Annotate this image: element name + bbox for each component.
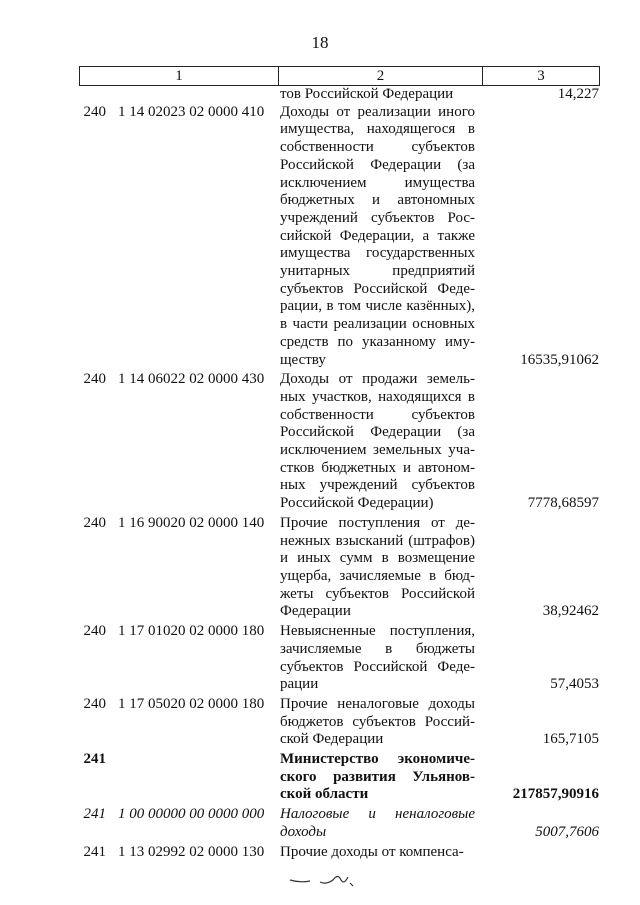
row-kbk: 1 14 06022 02 0000 430 bbox=[118, 371, 265, 388]
table-row bbox=[0, 623, 640, 694]
row-name bbox=[280, 623, 475, 694]
table-row bbox=[0, 515, 640, 621]
row-name bbox=[280, 515, 475, 621]
row-kbk: 1 17 05020 02 0000 180 bbox=[118, 695, 265, 712]
row-name bbox=[280, 751, 475, 804]
page-number: 18 bbox=[311, 33, 329, 52]
table-row bbox=[0, 806, 640, 841]
row-name bbox=[280, 104, 475, 370]
row-name-line: Прочие неналоговые доходы bbox=[280, 695, 475, 712]
row-code: 240 bbox=[83, 103, 106, 120]
row-name-line: Доходы от реализации иного bbox=[280, 103, 475, 120]
row-name-line: ных учреждений субъектов bbox=[280, 477, 475, 494]
header-col-3: 3 bbox=[537, 68, 545, 84]
row-amount: 7778,68597 bbox=[527, 495, 599, 512]
row-name-line: субъектов Российской Феде- bbox=[280, 280, 475, 297]
row-name-line: исключением земельных уча- bbox=[280, 442, 475, 459]
row-name-line: нежных взысканий (штрафов) bbox=[280, 532, 475, 549]
row-name bbox=[280, 696, 475, 749]
row-name-line: унитарных предприятий bbox=[280, 263, 475, 280]
row-kbk: 1 00 00000 00 0000 000 bbox=[118, 806, 265, 823]
row-kbk bbox=[106, 751, 280, 804]
row-name-line: доходы bbox=[280, 823, 327, 840]
row-amount: 57,4053 bbox=[550, 676, 599, 693]
row-name-line: ущерба, зачисляемые в бюд- bbox=[280, 567, 475, 584]
row-name-line: сийской Федерации, а также bbox=[280, 227, 475, 244]
row-name-line: тов Российской Федерации bbox=[280, 86, 454, 102]
row-name-line: собственности субъектов bbox=[280, 139, 475, 156]
row-kbk: 1 13 02992 02 0000 130 bbox=[118, 843, 265, 860]
table-row bbox=[0, 751, 640, 804]
row-name-line: Российской Федерации (за bbox=[280, 156, 475, 173]
row-name-line: бюджетных и автономных bbox=[280, 192, 475, 209]
row-name-line: и иных сумм в возмещение bbox=[280, 550, 475, 567]
row-name-line: имущества, находящегося в bbox=[280, 121, 475, 138]
row-name bbox=[280, 86, 475, 104]
row-kbk: 1 16 90020 02 0000 140 bbox=[118, 514, 265, 531]
row-name-line: Прочие доходы от компенса- bbox=[280, 843, 464, 860]
row-amount: 5007,7606 bbox=[535, 823, 599, 840]
row-amount: 14,227 bbox=[557, 86, 599, 102]
row-code: 240 bbox=[83, 371, 106, 388]
row-name-line: имущества государственных bbox=[280, 245, 475, 262]
row-name-line: ных участков, находящихся в bbox=[280, 388, 475, 405]
row-name-line: Налоговые и неналоговые bbox=[280, 806, 475, 823]
row-name-line: бюджетов субъектов Россий- bbox=[280, 713, 475, 730]
row-name-line: ской области bbox=[280, 786, 369, 803]
table-row bbox=[0, 371, 640, 513]
row-name-line: Федерации bbox=[280, 603, 351, 620]
row-name-line: жеты субъектов Российской bbox=[280, 585, 475, 602]
row-name-line: учреждений субъектов Рос- bbox=[280, 209, 475, 226]
row-name bbox=[280, 806, 475, 841]
row-name-line: средств по указанному иму- bbox=[280, 333, 475, 350]
table-row bbox=[0, 696, 640, 749]
row-name-line: рации, в том числе казённых), bbox=[280, 298, 475, 315]
row-code: 240 bbox=[83, 695, 106, 712]
row-name-line: Российской Федерации (за bbox=[280, 424, 475, 441]
row-code: 241 bbox=[83, 806, 106, 823]
row-name-line: Министерство экономиче- bbox=[280, 751, 475, 768]
row-kbk: 1 17 01020 02 0000 180 bbox=[118, 623, 265, 640]
row-amount: 165,7105 bbox=[542, 731, 599, 748]
row-name-line: ществу bbox=[280, 351, 326, 368]
header-col-1: 1 bbox=[80, 67, 279, 85]
row-code: 241 bbox=[83, 843, 106, 860]
row-name-line: Российской Федерации) bbox=[280, 495, 434, 512]
row-name-line: зачисляемые в бюджеты bbox=[280, 640, 475, 657]
row-name-line: субъектов Российской Феде- bbox=[280, 658, 475, 675]
table-header bbox=[79, 66, 600, 86]
row-name-line: ской Федерации bbox=[280, 731, 384, 748]
table-row bbox=[0, 844, 640, 862]
row-code: 240 bbox=[83, 623, 106, 640]
row-name bbox=[280, 844, 475, 862]
row-name-line: Доходы от продажи земель- bbox=[280, 371, 475, 388]
row-name-line: рации bbox=[280, 676, 319, 693]
row-kbk: 1 14 02023 02 0000 410 bbox=[118, 103, 265, 120]
signature-mark bbox=[286, 864, 366, 890]
row-name-line: исключением имущества bbox=[280, 174, 475, 191]
row-name-line: ского развития Ульянов- bbox=[280, 768, 475, 785]
row-code: 241 bbox=[83, 751, 106, 768]
table-row-continuation bbox=[0, 86, 640, 104]
row-name-line: Невыясненные поступления, bbox=[280, 623, 475, 640]
row-amount: 16535,91062 bbox=[520, 351, 599, 368]
table-body bbox=[0, 86, 640, 863]
row-name bbox=[280, 371, 475, 513]
row-amount: 38,92462 bbox=[542, 603, 599, 620]
row-name-line: в части реализации основных bbox=[280, 316, 475, 333]
row-name-line: Прочие поступления от де- bbox=[280, 514, 475, 531]
row-amount: 217857,90916 bbox=[512, 786, 599, 803]
row-code: 240 bbox=[83, 514, 106, 531]
table-row bbox=[0, 104, 640, 370]
header-col-2: 2 bbox=[279, 67, 483, 85]
row-name-line: собственности субъектов bbox=[280, 406, 475, 423]
row-name-line: стков бюджетных и автоном- bbox=[280, 459, 475, 476]
